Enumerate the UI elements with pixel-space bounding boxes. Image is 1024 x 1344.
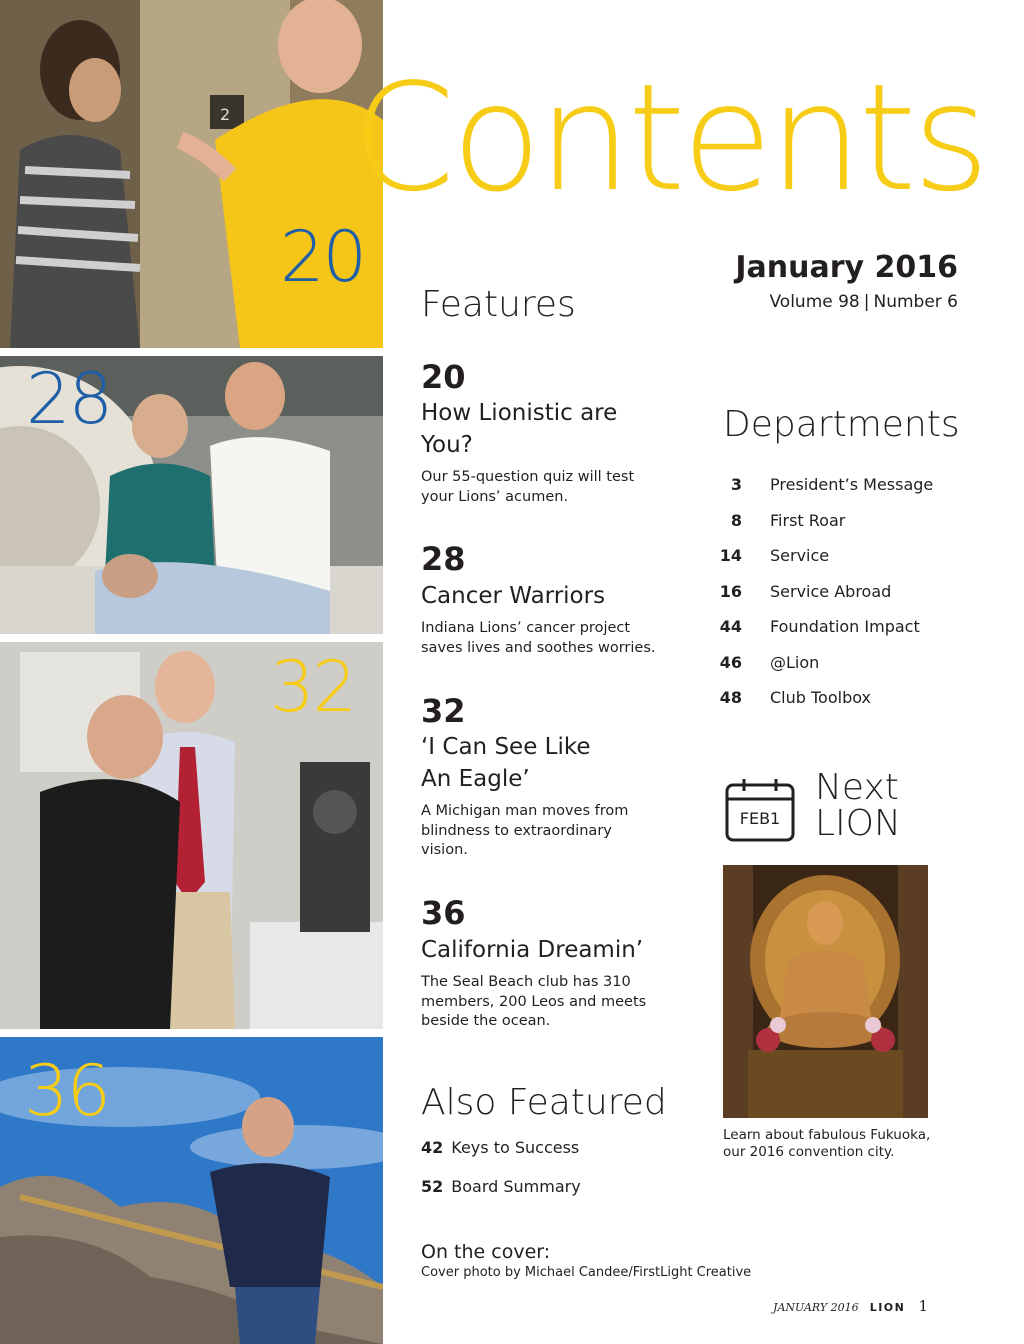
also-featured-label: Board Summary — [451, 1177, 581, 1196]
cover-credit: Cover photo by Michael Candee/FirstLight Creative — [421, 1265, 752, 1280]
feature-title-how-lionistic: How Lionistic are You? — [421, 400, 618, 458]
footer — [700, 1296, 928, 1315]
feature-desc-how-lionistic: Our 55-question quiz will test your Lions’ acumen. — [421, 469, 635, 505]
also-featured-label: Keys to Success — [451, 1138, 580, 1157]
svg-text:2: 2 — [220, 105, 231, 124]
issue-volume-line — [700, 292, 958, 312]
also-featured-item — [421, 1138, 579, 1157]
next-lion-line2: LION — [815, 803, 901, 844]
department-page: 46 — [719, 653, 742, 672]
feature-title-cancer-warriors: Cancer Warriors — [421, 583, 606, 609]
issue-date: January 2016 — [735, 250, 958, 285]
page-title: Contents — [352, 52, 986, 224]
department-row — [700, 582, 1000, 606]
department-label: Service Abroad — [770, 582, 892, 601]
also-featured-page: 52 — [421, 1177, 444, 1196]
department-row — [700, 475, 1000, 499]
photo-number-32: 32 — [270, 646, 356, 728]
department-label: Foundation Impact — [770, 617, 920, 636]
also-featured-page: 42 — [421, 1138, 444, 1157]
department-page: 8 — [730, 511, 742, 530]
photo-number-36: 36 — [24, 1050, 110, 1132]
cover-heading: On the cover: — [421, 1241, 551, 1263]
footer-date: JANUARY 2016 — [773, 1301, 859, 1314]
departments-heading: Departments — [723, 404, 960, 445]
department-row — [700, 688, 1000, 712]
issue-number: Number 6 — [873, 292, 958, 312]
department-page: 44 — [719, 617, 742, 636]
photo-number-20: 20 — [280, 216, 366, 298]
feature-title-california: California Dreamin’ — [421, 937, 644, 963]
department-label: President’s Message — [770, 475, 934, 494]
department-row — [700, 511, 1000, 535]
feature-desc-cancer-warriors: Indiana Lions’ cancer project saves lives and soothes worries. — [421, 620, 656, 656]
feature-page-32: 32 — [421, 692, 466, 730]
department-page: 14 — [719, 546, 742, 565]
department-row — [700, 546, 1000, 570]
calendar-icon — [724, 777, 796, 843]
buddha-photo — [723, 865, 928, 1118]
department-page: 16 — [719, 582, 742, 601]
features-heading: Features — [421, 284, 576, 325]
photo-number-28: 28 — [26, 358, 112, 440]
feature-page-28: 28 — [421, 540, 466, 578]
department-label: First Roar — [770, 511, 846, 530]
feature-title-eagle: ‘I Can See Like An Eagle’ — [421, 734, 591, 792]
next-lion-caption: Learn about fabulous Fukuoka, our 2016 convention city. — [723, 1127, 931, 1160]
feature-page-36: 36 — [421, 894, 466, 932]
also-featured-heading: Also Featured — [421, 1082, 667, 1123]
also-featured-item — [421, 1177, 581, 1196]
footer-brand: LION — [869, 1301, 906, 1314]
issue-divider: | — [863, 292, 870, 312]
feature-desc-eagle: A Michigan man moves from blindness to extraordinary vision. — [421, 803, 629, 858]
footer-page-number: 1 — [918, 1297, 928, 1315]
issue-volume: Volume 98 — [769, 292, 860, 312]
department-label: Service — [770, 546, 830, 565]
department-row — [700, 617, 1000, 641]
department-label: @Lion — [770, 653, 820, 672]
department-page: 48 — [719, 688, 742, 707]
calendar-text: FEB1 — [739, 809, 781, 828]
department-label: Club Toolbox — [770, 688, 871, 707]
department-page: 3 — [730, 475, 742, 494]
department-row — [700, 653, 1000, 677]
feature-page-20: 20 — [421, 358, 466, 396]
next-lion-line1: Next — [815, 767, 899, 808]
feature-desc-california: The Seal Beach club has 310 members, 200 Leos and meets beside the ocean. — [421, 974, 647, 1029]
